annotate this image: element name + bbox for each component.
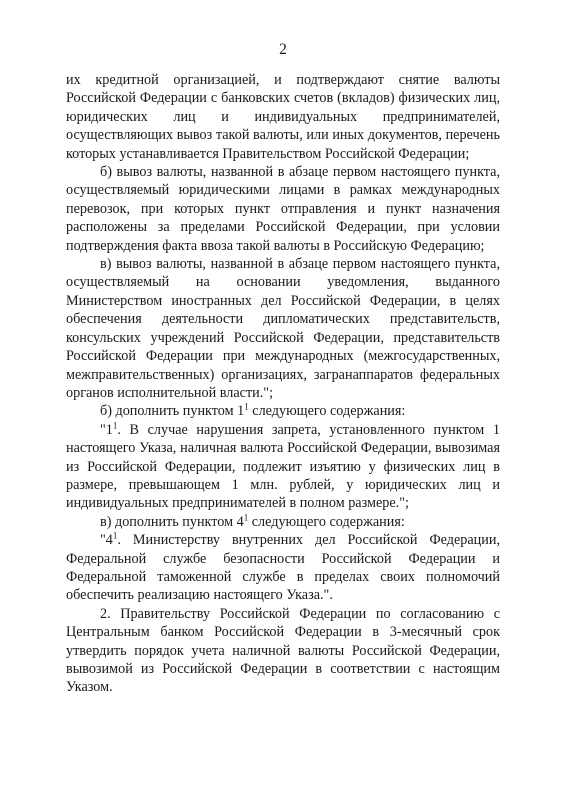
paragraph-point-4-1 — [66, 531, 500, 605]
paragraph-item-b: б) вывоз валюты, названной в абзаце первом настоящего пункта, осуществляемый юридическими лицами в рамках международных перевозок, при которых пункт отправления и пункт назначения расположены за пределами Российской Федерации, при условии подтверждения факта ввоза такой валюты в Российскую Федерацию; — [66, 164, 500, 254]
page-number: 2 — [279, 41, 287, 58]
document-body — [66, 71, 500, 697]
paragraph-amend-b — [66, 402, 500, 420]
point-1-1-pre: "1 — [100, 421, 113, 438]
amend-b-pre: б) дополнить пунктом 1 — [100, 403, 245, 420]
amend-b-sup: 1 — [244, 401, 249, 412]
point-4-1-sup: 1 — [112, 530, 118, 541]
point-4-1-pre: "4 — [100, 532, 113, 549]
paragraph-point-1-1 — [66, 421, 500, 513]
amend-b-post: следующего содержания: — [248, 403, 406, 420]
amend-v-pre: в) дополнить пунктом 4 — [100, 513, 244, 530]
paragraph-item-v: в) вывоз валюты, названной в абзаце первом настоящего пункта, осуществляемый на основании уведомления, выданного Министерством иностранных дел Российской Федерации, в целях обеспечения деятельности дипломатических представительств, консульских учреждений Российской Федерации, представительств Российской Федерации при международных (межгосударственных, межправительственных) организациях, загранаппаратов федеральных органов исполнительной власти."; — [66, 256, 500, 401]
point-1-1-sup: 1 — [112, 419, 118, 430]
paragraph-continuation: их кредитной организацией, и подтверждают снятие валюты Российской Федерации с банковских счетов (вкладов) физических лиц, юридических лиц и индивидуальных предпринимателей, осуществляющих вывоз такой валюты, или иных документов, перечень которых устанавливается Правительством Российской Федерации; — [66, 72, 500, 162]
point-1-1-post: . В случае нарушения запрета, установленного пунктом 1 настоящего Указа, наличная валюта Российской Федерации, вывозимая из Российской Федерации, подлежит изъятию у физических лиц в размере, превышающем 1 млн. рублей, у юридических лиц и индивидуальных предпринимателей в полном размере."; — [66, 421, 500, 512]
paragraph-amend-v — [66, 513, 500, 531]
amend-v-sup: 1 — [243, 512, 249, 523]
point-4-1-post: . Министерству внутренних дел Российской Федерации, Федеральной службе безопасности Российской Федерации и Федеральной таможенной службе в пределах своих полномочий обеспечить реализацию настоящего Указа.". — [66, 532, 500, 604]
amend-v-post: следующего содержания: — [248, 513, 405, 530]
paragraph-item-2: 2. Правительству Российской Федерации по согласованию с Центральным банком Российской Федерации в 3-месячный срок утвердить порядок учета наличной валюты Российской Федерации, вывозимой из Российской Федерации в соответствии с настоящим Указом. — [66, 605, 500, 696]
